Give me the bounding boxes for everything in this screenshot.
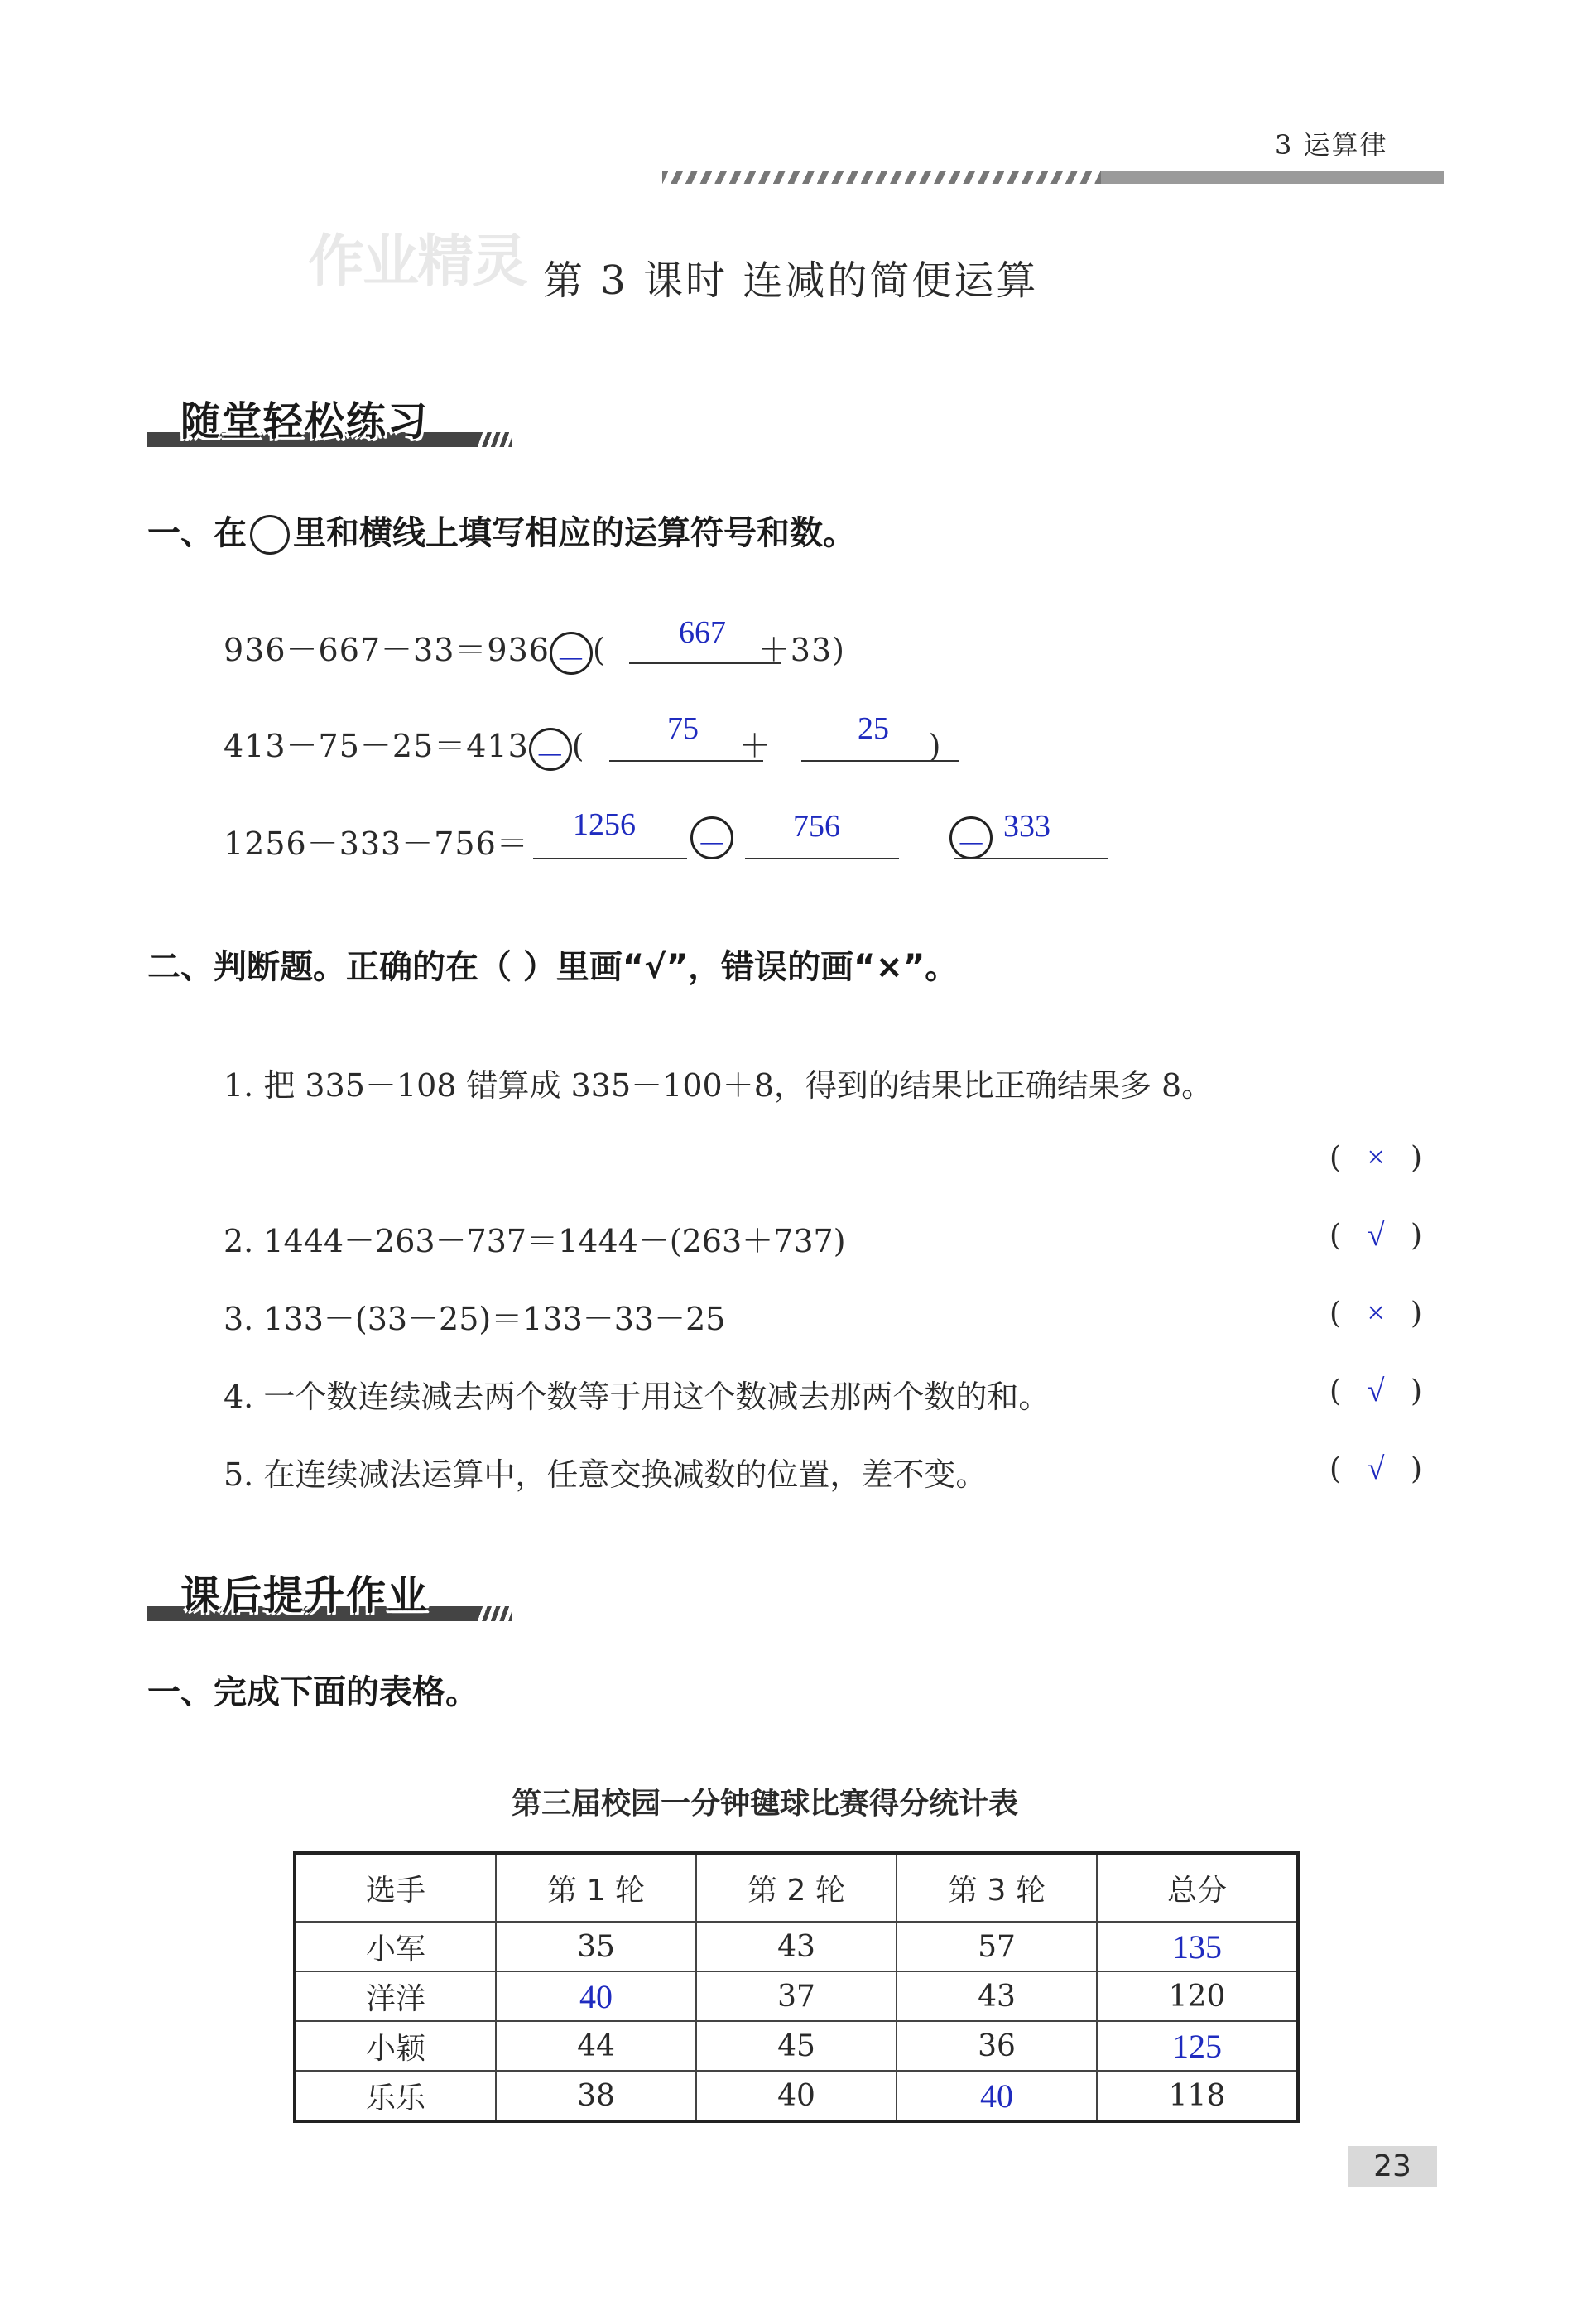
score-cell: 35 <box>496 1922 696 1971</box>
answer-text: 1256 <box>573 807 636 842</box>
judgement-mark: × <box>1367 1140 1385 1175</box>
score-cell: 37 <box>696 1971 897 2021</box>
player-name: 乐乐 <box>295 2071 496 2121</box>
table-row <box>295 2071 1298 2121</box>
paren-close: ) <box>1411 1452 1423 1486</box>
judgement-item-4: 4. 一个数连续减去两个数等于用这个数减去那两个数的和。 <box>224 1379 1050 1415</box>
table-row <box>295 2021 1298 2071</box>
answer-blank[interactable] <box>629 662 781 664</box>
table-row <box>295 1922 1298 1971</box>
player-name: 小军 <box>295 1922 496 1971</box>
banner-bar-stripes <box>478 432 512 447</box>
heading-suffix: 里和横线上填写相应的运算符号和数。 <box>293 514 856 552</box>
paren-open: ( <box>1329 1297 1342 1331</box>
score-cell: 40 <box>696 2071 897 2121</box>
answer-blank[interactable] <box>801 760 959 762</box>
page-number: 23 <box>1348 2146 1437 2187</box>
paren-open: ( <box>1329 1374 1342 1408</box>
judgement-mark: × <box>1367 1296 1385 1331</box>
answer-cell[interactable]: 135 <box>1097 1922 1298 1971</box>
score-cell: 38 <box>496 2071 696 2121</box>
operator-answer: － <box>956 828 987 861</box>
answer-paren-3[interactable] <box>1329 1295 1422 1331</box>
paren-close: ) <box>1411 1374 1423 1408</box>
section-banner-practice <box>147 389 528 452</box>
answer-paren-2[interactable] <box>1329 1217 1422 1254</box>
operator-answer: － <box>696 828 727 861</box>
operator-circle[interactable] <box>949 816 993 859</box>
answer-paren-4[interactable] <box>1329 1373 1422 1409</box>
equation-line-1 <box>224 624 845 675</box>
judgement-item-5: 5. 在连续减法运算中，任意交换减数的位置，差不变。 <box>224 1456 988 1493</box>
answer-text: 667 <box>679 615 726 650</box>
close-paren: ) <box>928 728 942 764</box>
operator-circle[interactable] <box>550 632 593 675</box>
judgement-item-3: 3. 133－(33－25)＝133－33－25 <box>224 1301 726 1337</box>
operator-circle[interactable] <box>690 816 733 859</box>
player-name: 小颖 <box>295 2021 496 2071</box>
equation-rest: ＋33) <box>757 632 845 668</box>
judgement-mark: √ <box>1367 1374 1385 1408</box>
judgement-mark: √ <box>1367 1451 1385 1486</box>
plus-sign: ＋ <box>738 728 772 764</box>
answer-text: 75 <box>667 711 699 746</box>
score-cell: 43 <box>696 1922 897 1971</box>
open-paren: ( <box>592 632 606 668</box>
judgement-item-1: 1. 把 335－108 错算成 335－100＋8，得到的结果比正确结果多 8。 <box>224 1067 1214 1104</box>
page-title: 第 3 课时 连减的简便运算 <box>543 257 1039 304</box>
banner-label: 课后提升作业 <box>180 1572 430 1619</box>
answer-text: 25 <box>858 711 889 746</box>
question-2-heading: 二、判断题。正确的在（ ）里画“√”，错误的画“×”。 <box>147 948 959 986</box>
paren-open: ( <box>1329 1219 1342 1253</box>
question-1-heading <box>147 507 856 555</box>
equation-left: 413－75－25＝413 <box>224 728 529 764</box>
paren-close: ) <box>1411 1297 1423 1331</box>
paren-close: ) <box>1411 1219 1423 1253</box>
answer-blank[interactable] <box>745 858 899 859</box>
header-cell-total: 总分 <box>1097 1853 1298 1922</box>
header-stripe-solid <box>1101 171 1444 184</box>
header-cell-round-3: 第 3 轮 <box>897 1853 1097 1922</box>
answer-blank[interactable] <box>533 858 687 859</box>
score-cell: 43 <box>897 1971 1097 2021</box>
answer-text: 756 <box>793 809 840 844</box>
judgement-mark: √ <box>1367 1218 1385 1253</box>
heading-prefix: 一、在 <box>147 514 247 552</box>
answer-text: 333 <box>1003 809 1050 844</box>
score-table <box>293 1851 1300 2123</box>
score-cell: 44 <box>496 2021 696 2071</box>
answer-blank[interactable] <box>954 858 1108 859</box>
answer-paren-5[interactable] <box>1329 1451 1422 1487</box>
chapter-label: 3 运算律 <box>1275 129 1388 161</box>
table-title: 第三届校园一分钟毽球比赛得分统计表 <box>512 1787 1019 1821</box>
answer-blank[interactable] <box>609 760 763 762</box>
header-cell-round-2: 第 2 轮 <box>696 1853 897 1922</box>
score-cell: 118 <box>1097 2071 1298 2121</box>
paren-open: ( <box>1329 1141 1342 1175</box>
player-name: 洋洋 <box>295 1971 496 2021</box>
header-cell-player: 选手 <box>295 1853 496 1922</box>
answer-cell[interactable]: 40 <box>897 2071 1097 2121</box>
equation-left: 936－667－33＝936 <box>224 632 550 668</box>
banner-label: 随堂轻松练习 <box>180 398 430 445</box>
header-cell-round-1: 第 1 轮 <box>496 1853 696 1922</box>
table-header-row <box>295 1853 1298 1922</box>
equation-line-3 <box>224 818 529 864</box>
answer-paren-1[interactable] <box>1329 1139 1422 1176</box>
watermark-logo: 作业精灵 <box>308 229 527 295</box>
table-row <box>295 1971 1298 2021</box>
equation-left: 1256－333－756＝ <box>224 825 529 862</box>
open-paren: ( <box>571 728 585 764</box>
section-banner-homework <box>147 1563 528 1626</box>
homework-question-1-heading: 一、完成下面的表格。 <box>147 1673 478 1711</box>
banner-bar-stripes <box>478 1606 512 1621</box>
score-cell: 57 <box>897 1922 1097 1971</box>
score-cell: 45 <box>696 2021 897 2071</box>
operator-answer: － <box>555 643 587 676</box>
equation-line-2 <box>224 720 941 771</box>
judgement-item-2: 2. 1444－263－737＝1444－(263＋737) <box>224 1223 846 1259</box>
empty-circle-icon <box>250 515 290 555</box>
score-cell: 36 <box>897 2021 1097 2071</box>
operator-circle[interactable] <box>529 728 572 771</box>
answer-cell[interactable]: 40 <box>496 1971 696 2021</box>
operator-answer: － <box>535 739 566 772</box>
paren-close: ) <box>1411 1141 1423 1175</box>
paren-open: ( <box>1329 1452 1342 1486</box>
answer-cell[interactable]: 125 <box>1097 2021 1298 2071</box>
score-cell: 120 <box>1097 1971 1298 2021</box>
